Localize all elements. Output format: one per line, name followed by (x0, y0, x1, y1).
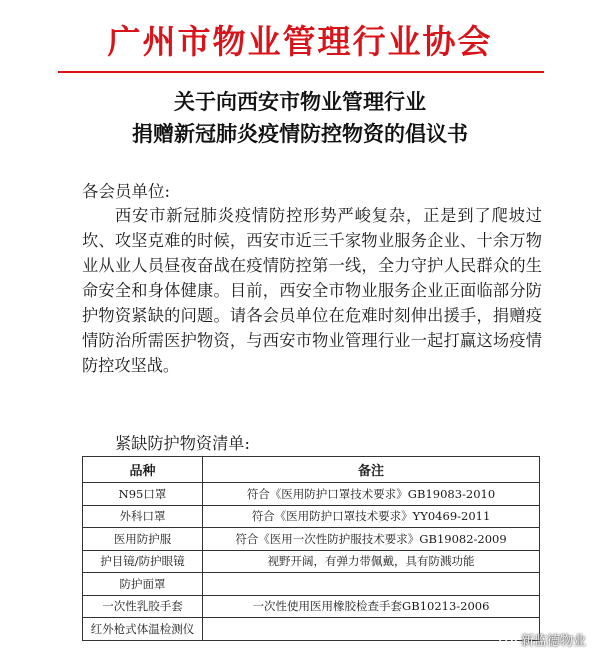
table-header-row (83, 457, 540, 483)
item-name: 护目镜/防护眼镜 (83, 550, 203, 573)
document-title-line-2: 捐赠新冠肺炎疫情防控物资的倡议书 (132, 122, 468, 146)
watermark-text: 新监德物业 (520, 634, 586, 649)
red-divider (58, 71, 544, 73)
item-name: 外科口罩 (83, 505, 203, 528)
column-header-item: 品种 (83, 457, 203, 483)
column-header-note: 备注 (203, 457, 540, 483)
table-row (83, 618, 540, 641)
watermark (499, 630, 586, 649)
table-row (83, 505, 540, 528)
item-note: 一次性使用医用橡胶检查手套GB10213-2006 (203, 595, 540, 618)
wechat-icon (499, 633, 517, 647)
table-row (83, 528, 540, 551)
item-name: 红外枪式体温检测仪 (83, 618, 203, 641)
table-row (83, 595, 540, 618)
supply-table (82, 456, 540, 641)
item-note (203, 573, 540, 596)
table-row (83, 483, 540, 506)
item-note (203, 618, 540, 641)
table-row (83, 550, 540, 573)
organization-name: 广州市物业管理行业协会 (107, 22, 493, 61)
item-name: 一次性乳胶手套 (83, 595, 203, 618)
item-name: N95口罩 (83, 483, 203, 506)
supply-list-heading: 紧缺防护物资清单: (115, 434, 250, 453)
document-title-line-1: 关于向西安市物业管理行业 (174, 90, 426, 114)
item-note: 符合《医用防护口罩技术要求》GB19083-2010 (203, 483, 540, 506)
item-note: 符合《医用一次性防护服技术要求》GB19082-2009 (203, 528, 540, 551)
letter-body: 西安市新冠肺炎疫情防控形势严峻复杂，正是到了爬坡过坎、攻坚克难的时候，西安市近三千家物业服务企业、十余万物业从业人员昼夜奋战在疫情防控第一线，全力守护人民群众的生命安全和身体健康。目前，西安全市物业服务企业正面临部分防护物资紧缺的问题。请各会员单位在危难时刻伸出援手，捐赠疫情防治所需医护物资，与西安市物业管理行业一起打赢这场疫情防控攻坚战。 (82, 206, 542, 375)
salutation: 各会员单位: (82, 182, 171, 201)
item-name: 医用防护服 (83, 528, 203, 551)
item-name: 防护面罩 (83, 573, 203, 596)
table-row (83, 573, 540, 596)
item-note: 视野开阔，有弹力带佩戴，具有防溅功能 (203, 550, 540, 573)
item-note: 符合《医用防护口罩技术要求》YY0469-2011 (203, 505, 540, 528)
